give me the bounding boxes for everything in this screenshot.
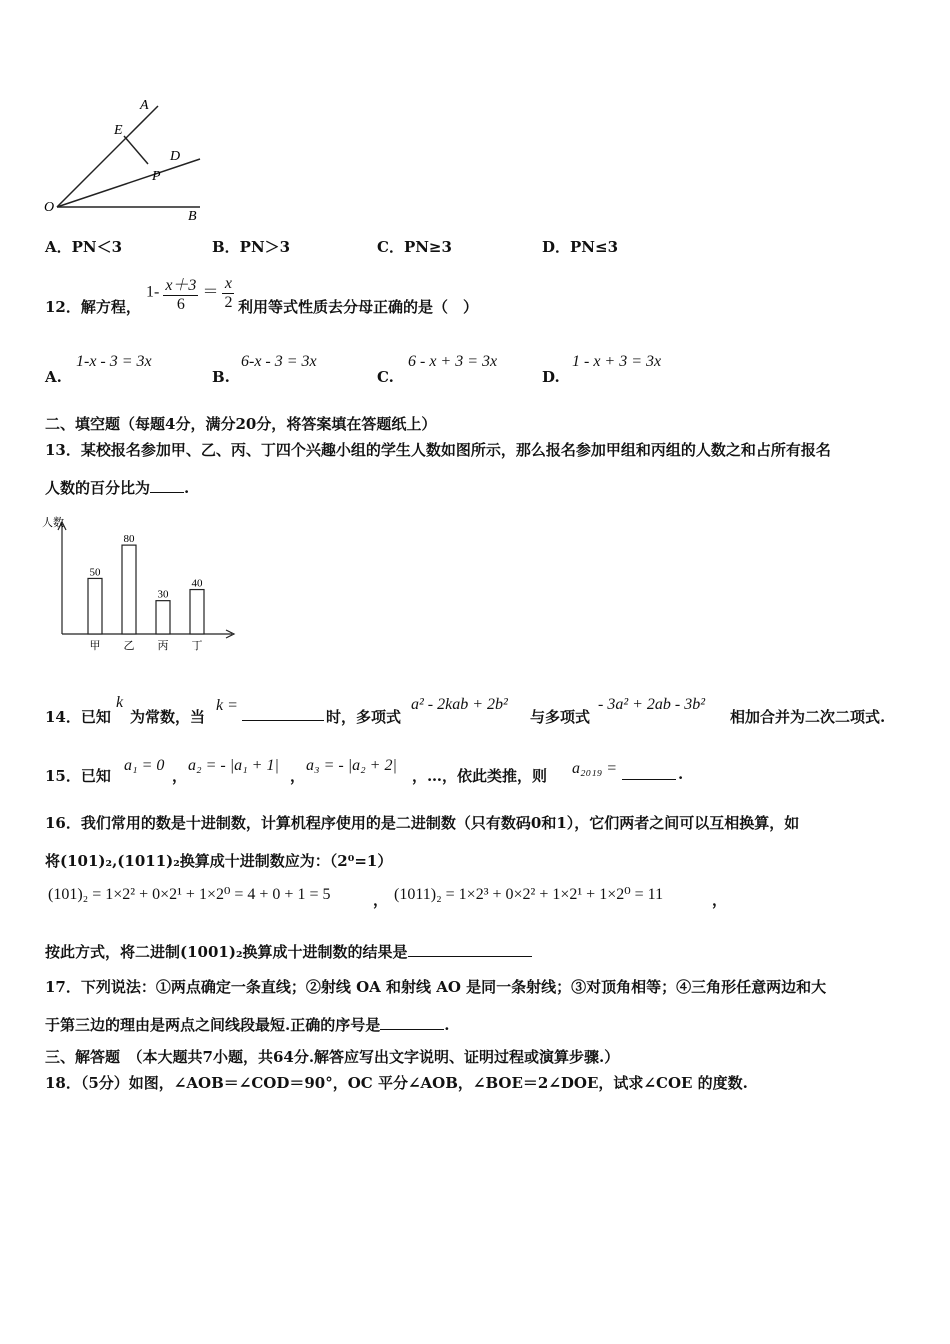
q13-bar-chart: [40, 510, 250, 660]
q14-answer-blank: [242, 706, 324, 725]
bar-value-label-3: 40: [191, 577, 203, 590]
bar-0: [88, 578, 102, 634]
label-O: O: [44, 200, 55, 215]
section-2-heading: 二、填空题（每题4分，满分20分，将答案填在答题纸上）: [45, 415, 437, 433]
q12-fraction-right: [222, 275, 234, 312]
q12-frac-den: 6: [176, 296, 185, 313]
q12-option-a-expr: 1-x - 3 = 3x: [76, 353, 152, 370]
label-E: E: [114, 123, 123, 138]
q14-k-eq: k =: [216, 697, 238, 714]
label-B: B: [188, 209, 197, 224]
q14-k: k: [116, 694, 124, 711]
q11-option-a: A．PN＜3: [45, 238, 123, 256]
q16-formula2: (1011)₂ = 1×2³ + 0×2² + 1×2¹ + 1×2⁰ = 11: [394, 886, 664, 903]
q15-answer-blank: [622, 765, 676, 784]
q15-comma1: ，: [172, 767, 188, 785]
q13-line2-end: .: [184, 479, 190, 497]
q12-option-d-expr: 1 - x + 3 = 3x: [572, 353, 662, 370]
q17-line2: [45, 1014, 449, 1035]
bar-value-label-1: 80: [123, 533, 135, 546]
q12-rfrac-den: 2: [224, 293, 233, 311]
q12-option-b-label: B.: [212, 368, 230, 386]
angle-figure: [40, 92, 220, 232]
q17-line2-text: 于第三边的理由是两点之间线段最短.正确的序号是: [45, 1016, 381, 1034]
q15-text1: 15．已知: [45, 767, 111, 785]
q15-a2: a₂ = - |a₁ + 1|: [188, 757, 279, 774]
q16-end: ，: [712, 891, 728, 909]
q14-poly1: a² - 2kab + 2b²: [411, 696, 508, 713]
q12-option-b-expr: 6-x - 3 = 3x: [241, 353, 317, 370]
category-label-2: 丙: [157, 640, 169, 652]
q15-a2019: a₂₀₁₉ =: [572, 760, 618, 777]
q16-line4-text: 按此方式，将二进制(1001)₂换算成十进制数的结果是: [45, 943, 408, 961]
q14-text1: 14．已知: [45, 708, 111, 726]
category-label-1: 乙: [123, 640, 135, 652]
q15-end: .: [678, 765, 684, 783]
ray-OD: [57, 159, 200, 207]
q12-fraction-left: [163, 272, 198, 314]
label-A: A: [140, 98, 149, 113]
q13-line1: 13．某校报名参加甲、乙、丙、丁四个兴趣小组的学生人数如图所示，那么报名参加甲组和丙组的人数之和占所有报名: [45, 441, 831, 459]
q14-text5: 相加合并为二次二项式.: [730, 708, 886, 726]
q16-line1: 16．我们常用的数是十进制数，计算机程序使用的是二进制数（只有数码0和1），它们两者之间可以互相换算，如: [45, 814, 800, 832]
q12-rfrac-num: x: [222, 275, 234, 294]
q12-equation: [146, 272, 234, 314]
q12-eq-sign: ＝: [202, 283, 219, 301]
q11-option-d: D．PN≤3: [542, 238, 619, 256]
q18-text: 18．（5分）如图，∠AOB＝∠COD＝90°，OC 平分∠AOB，∠BOE＝2∠DOE，试求∠COE 的度数.: [45, 1074, 748, 1092]
bar-3: [190, 590, 204, 634]
segment-EP: [124, 136, 148, 164]
category-label-3: 丁: [191, 640, 203, 652]
q15-a3: a₃ = - |a₂ + 2|: [306, 757, 397, 774]
chart-ylabel: 人数: [42, 517, 64, 529]
bar-value-label-0: 50: [89, 566, 101, 579]
q12-option-a-label: A.: [45, 368, 62, 386]
q17-line2-end: .: [444, 1016, 450, 1034]
q13-line2: [45, 477, 189, 498]
q15-a1: a₁ = 0: [124, 757, 165, 774]
q17-line1: 17．下列说法：①两点确定一条直线；②射线 OA 和射线 AO 是同一条射线；③对顶角相等；④三角形任意两边和大: [45, 978, 827, 996]
q17-answer-blank: [380, 1015, 444, 1030]
bar-value-label-2: 30: [157, 588, 169, 601]
q16-formula1: (101)₂ = 1×2² + 0×2¹ + 1×2⁰ = 4 + 0 + 1 = 5: [48, 886, 331, 903]
q16-answer-blank: [408, 942, 532, 957]
q16-line2: 将(101)₂,(1011)₂换算成十进制数应为：（2⁰=1）: [45, 852, 393, 870]
q14-text4: 与多项式: [530, 708, 591, 726]
q12-frac-num: x＋3: [163, 272, 198, 296]
q16-line4: [45, 941, 532, 962]
q15-comma2: ，: [290, 767, 306, 785]
q11-option-b: B．PN＞3: [212, 238, 291, 256]
label-P: P: [152, 169, 161, 184]
q12-suffix: 利用等式性质去分母正确的是（ ）: [238, 298, 479, 316]
q13-answer-blank: [150, 478, 184, 493]
ray-OA: [57, 106, 158, 207]
q15-text2: ，…，依此类推，则: [412, 767, 548, 785]
q13-line2-text: 人数的百分比为: [45, 479, 151, 497]
q12-option-c-label: C.: [377, 368, 394, 386]
q16-sep: ，: [373, 891, 389, 909]
q14-text2: 为常数，当: [130, 708, 206, 726]
q12-prefix: 12．解方程，: [45, 298, 141, 316]
category-label-0: 甲: [89, 640, 101, 652]
bar-2: [156, 601, 170, 634]
q11-option-c: C．PN≥3: [377, 238, 452, 256]
q14-text3: 时，多项式: [326, 708, 402, 726]
bar-1: [122, 545, 136, 634]
q12-option-c-expr: 6 - x + 3 = 3x: [408, 353, 498, 370]
q12-eq-left: 1-: [146, 283, 160, 301]
q12-option-d-label: D.: [542, 368, 560, 386]
section-3-heading: 三、解答题 （本大题共7小题，共64分.解答应写出文字说明、证明过程或演算步骤.）: [45, 1048, 620, 1066]
q14-poly2: - 3a² + 2ab - 3b²: [598, 696, 706, 713]
label-D: D: [170, 149, 181, 164]
